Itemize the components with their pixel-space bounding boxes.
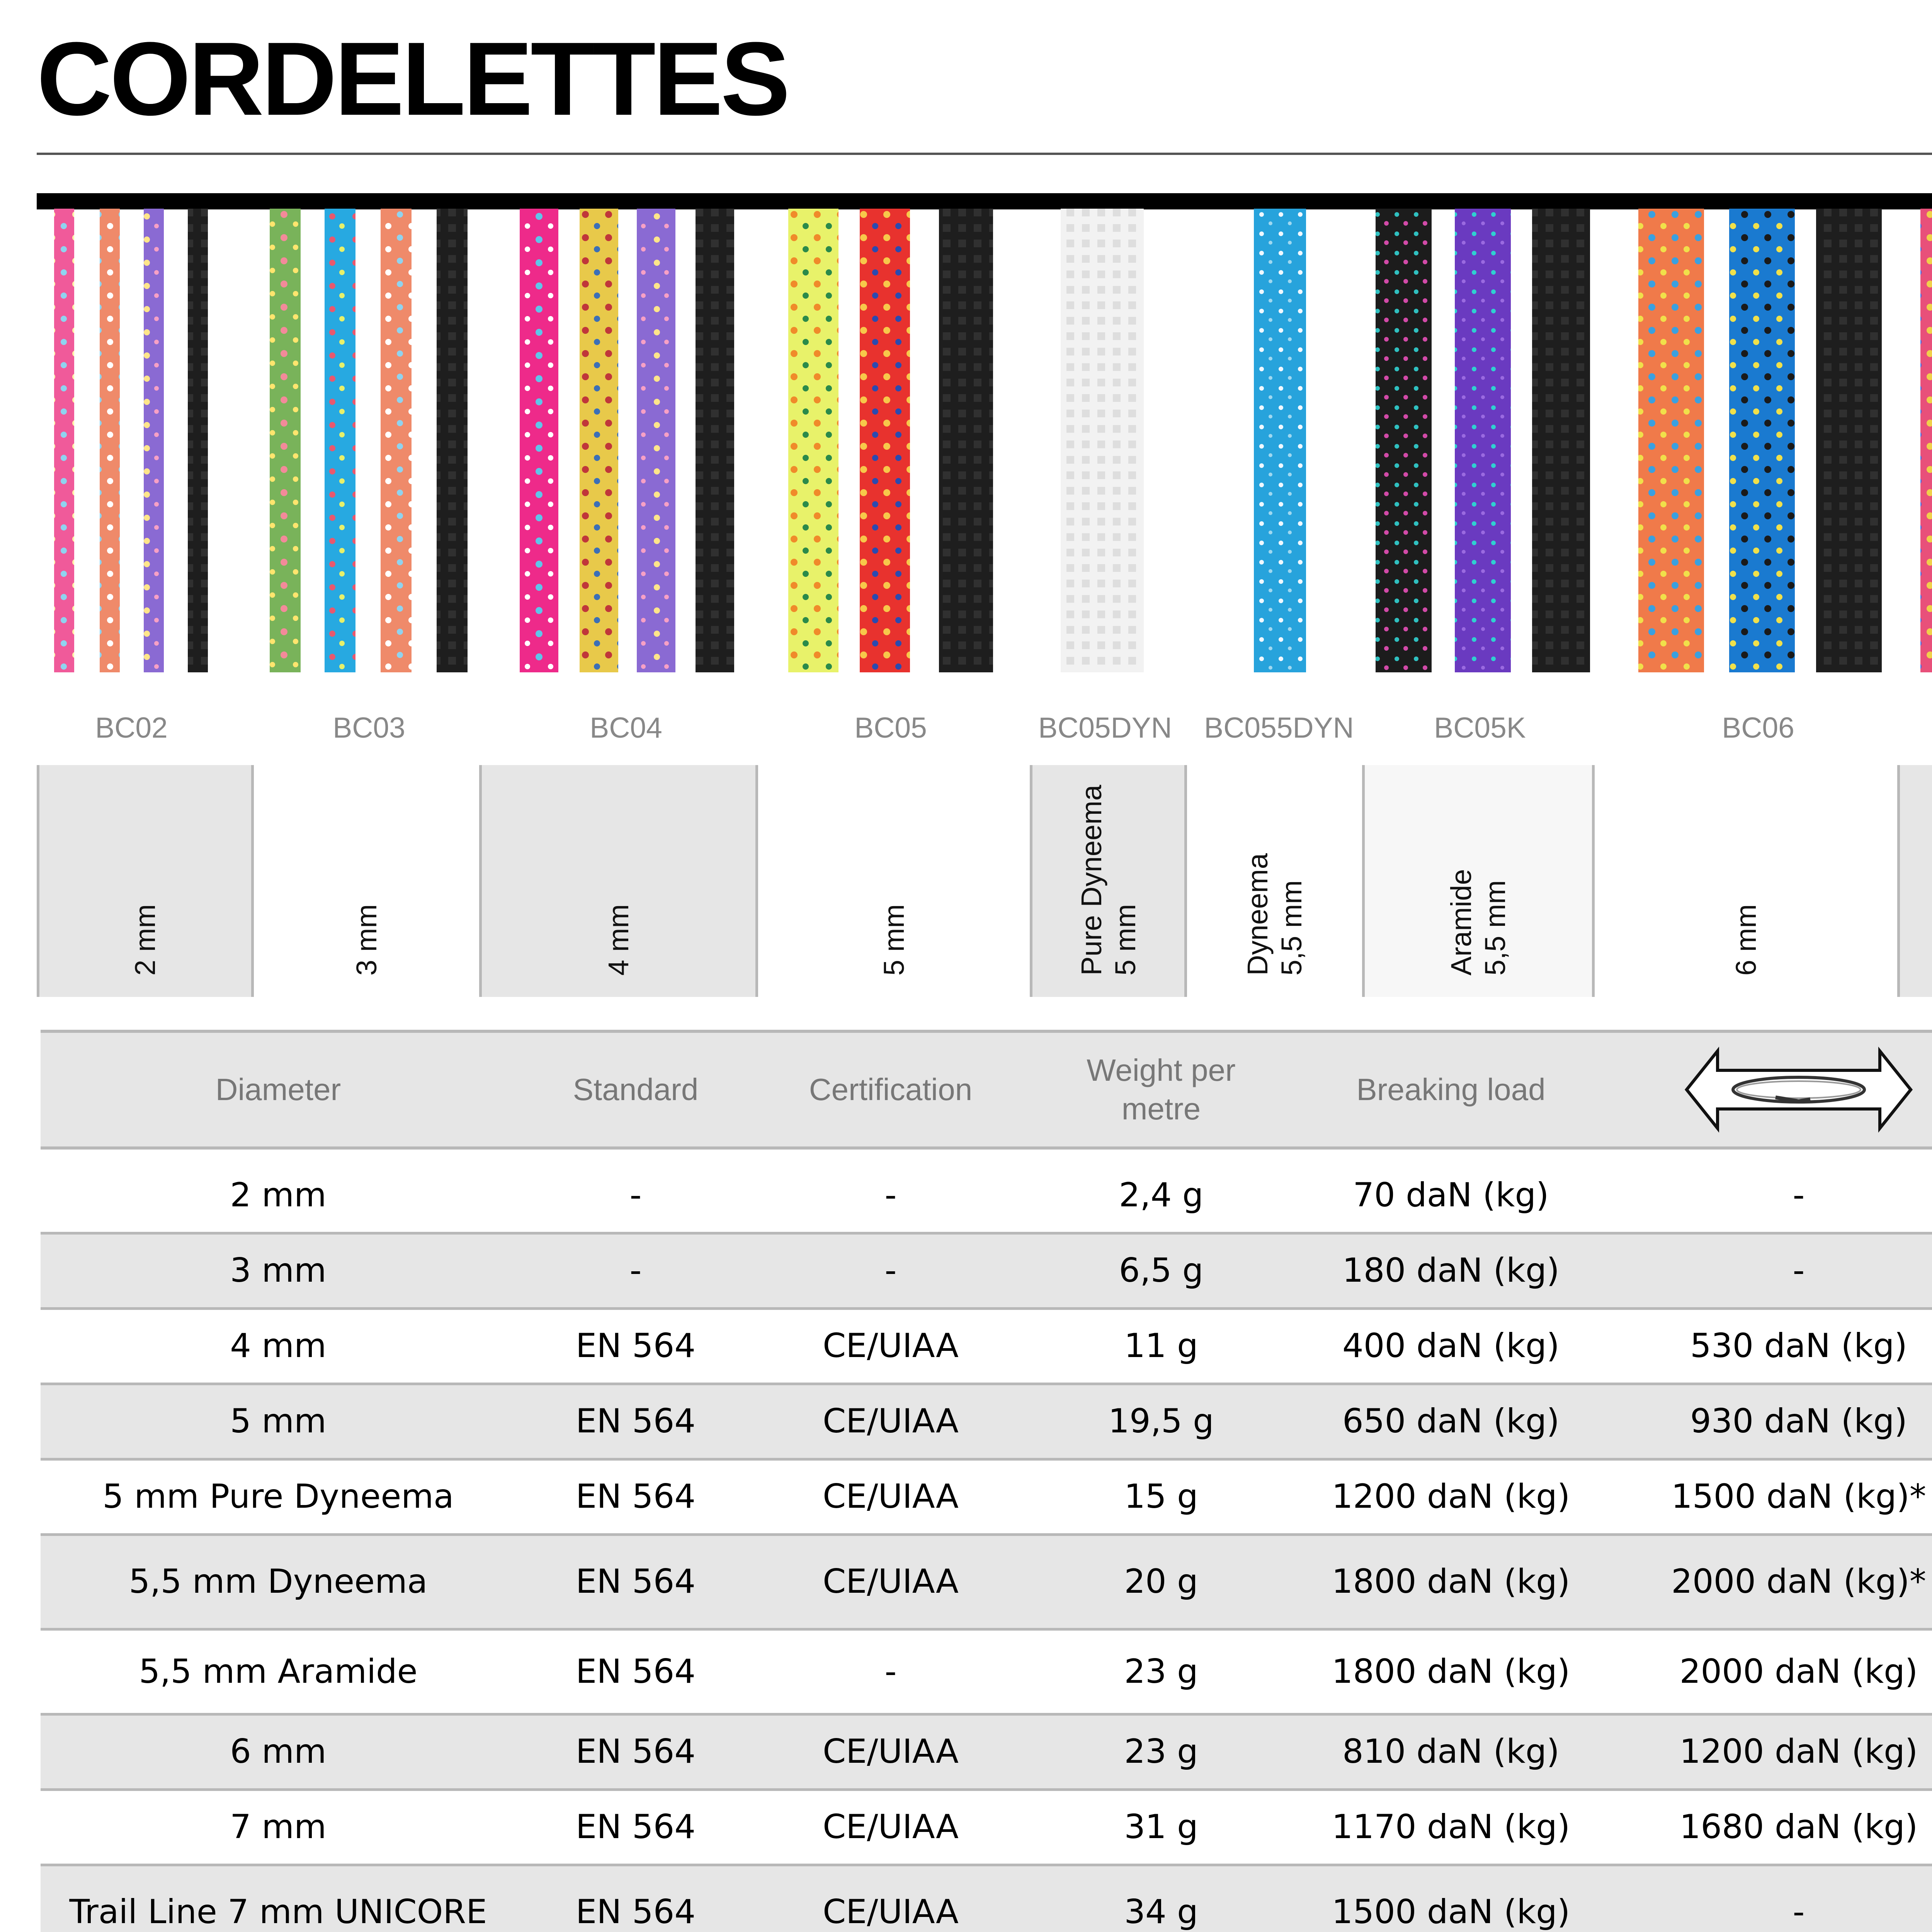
diameter-cell	[479, 765, 755, 997]
cord-swatch	[788, 209, 838, 672]
cord-swatch	[437, 209, 468, 672]
cell-loop: 2000 daN (kg)	[1679, 1652, 1918, 1691]
cell-standard: EN 564	[575, 1327, 696, 1366]
cell-diameter: 4 mm	[230, 1327, 327, 1366]
cell-certification: CE/UIAA	[823, 1808, 959, 1847]
cord-swatch	[1532, 209, 1590, 672]
cell-diameter: 5 mm	[230, 1402, 327, 1441]
cell-standard: EN 564	[575, 1477, 696, 1516]
page-title: CORDELETTES	[37, 21, 788, 137]
cell-certification: -	[884, 1176, 897, 1215]
cell-loop: 930 daN (kg)	[1690, 1402, 1907, 1441]
cell-certification: CE/UIAA	[823, 1477, 959, 1516]
cell-loop: 1680 daN (kg)	[1679, 1808, 1918, 1847]
table-header	[41, 1030, 1932, 1150]
cell-breaking: 70 daN (kg)	[1353, 1176, 1549, 1215]
cell-loop: -	[1793, 1176, 1805, 1215]
cord-swatch	[1816, 209, 1882, 672]
product-code: BC04	[590, 711, 662, 744]
cord-swatch	[100, 209, 120, 672]
table-row	[41, 1235, 1932, 1310]
cord-swatch	[1455, 209, 1511, 672]
diameter-label: 2 mm	[129, 904, 161, 976]
loop-breaking-load-icon	[1605, 1033, 1932, 1146]
cell-weight: 34 g	[1124, 1893, 1198, 1932]
cord-swatch	[54, 209, 74, 672]
cell-weight: 2,4 g	[1119, 1176, 1204, 1215]
cell-diameter: 5,5 mm Dyneema	[129, 1562, 428, 1601]
cell-loop: -	[1793, 1251, 1805, 1290]
table-row	[41, 1866, 1932, 1932]
cell-standard: EN 564	[575, 1562, 696, 1601]
cord-swatch	[1638, 209, 1704, 672]
cell-breaking: 1500 daN (kg)	[1332, 1893, 1570, 1932]
header-standard: Standard	[573, 1072, 699, 1107]
diameter-label: 5,5 mm	[1275, 880, 1308, 976]
diameter-label: 3 mm	[350, 904, 383, 976]
diameter-cell	[755, 765, 1030, 997]
cell-certification: CE/UIAA	[823, 1402, 959, 1441]
cord-swatch	[637, 209, 675, 672]
cell-standard: EN 564	[575, 1732, 696, 1771]
cord-swatch	[325, 209, 355, 672]
diameter-label: 5 mm	[1109, 904, 1141, 976]
cell-weight: 15 g	[1124, 1477, 1198, 1516]
cell-weight: 31 g	[1124, 1808, 1198, 1847]
cell-breaking: 1170 daN (kg)	[1332, 1808, 1570, 1847]
diameter-label: 4 mm	[602, 904, 634, 976]
table-row	[41, 1310, 1932, 1385]
cord-swatch	[860, 209, 910, 672]
product-code: BC05K	[1434, 711, 1526, 744]
cell-certification: CE/UIAA	[823, 1732, 959, 1771]
cell-standard: -	[629, 1176, 642, 1215]
cord-swatch	[270, 209, 301, 672]
table-row	[41, 1716, 1932, 1791]
header-breaking-load: Breaking load	[1356, 1072, 1546, 1107]
cell-certification: CE/UIAA	[823, 1327, 959, 1366]
cell-breaking: 180 daN (kg)	[1342, 1251, 1560, 1290]
cell-diameter: 5,5 mm Aramide	[139, 1652, 418, 1691]
loop-breaking-load-icon	[1683, 1043, 1915, 1136]
cord-swatch	[1920, 209, 1932, 672]
table-row	[41, 1461, 1932, 1536]
cell-loop: -	[1793, 1893, 1805, 1932]
diameter-cell	[1897, 765, 1932, 997]
product-code: BC03	[333, 711, 405, 744]
cell-diameter: 7 mm	[230, 1808, 327, 1847]
cord-swatch	[1254, 209, 1306, 672]
table-row	[41, 1159, 1932, 1235]
cell-weight: 11 g	[1124, 1327, 1198, 1366]
cord-swatch	[188, 209, 208, 672]
product-code: BC05DYN	[1038, 711, 1172, 744]
cell-loop: 1200 daN (kg)	[1679, 1732, 1918, 1771]
header-certification: Certification	[809, 1072, 973, 1107]
cell-breaking: 400 daN (kg)	[1342, 1327, 1560, 1366]
cell-breaking: 650 daN (kg)	[1342, 1402, 1560, 1441]
diameter-label: Dyneema	[1241, 853, 1274, 976]
cell-diameter: Trail Line 7 mm UNICORE	[69, 1893, 487, 1932]
table-row	[41, 1791, 1932, 1866]
diameter-cell	[1030, 765, 1184, 997]
cell-certification: CE/UIAA	[823, 1893, 959, 1932]
diameter-label: Aramide	[1445, 869, 1477, 976]
diameter-label: 5 mm	[878, 904, 910, 976]
cell-breaking: 1200 daN (kg)	[1332, 1477, 1570, 1516]
cell-weight: 6,5 g	[1119, 1251, 1204, 1290]
diameter-label: 5,5 mm	[1479, 880, 1511, 976]
cell-weight: 23 g	[1124, 1652, 1198, 1691]
cell-certification: -	[884, 1652, 897, 1691]
diameter-cell	[37, 765, 251, 997]
product-code: BC06	[1722, 711, 1794, 744]
cell-diameter: 3 mm	[230, 1251, 327, 1290]
table-row	[41, 1385, 1932, 1461]
diameter-label: Pure Dyneema	[1075, 785, 1107, 976]
header-diameter: Diameter	[215, 1072, 341, 1107]
product-code: BC02	[95, 711, 168, 744]
cord-swatch	[144, 209, 164, 672]
cell-weight: 20 g	[1124, 1562, 1198, 1601]
diameter-cell	[251, 765, 479, 997]
cell-standard: EN 564	[575, 1808, 696, 1847]
cord-swatch	[696, 209, 734, 672]
cell-standard: -	[629, 1251, 642, 1290]
cord-swatch	[381, 209, 412, 672]
product-code: BC05	[854, 711, 927, 744]
cell-weight: 23 g	[1124, 1732, 1198, 1771]
cord-swatches-graphic	[0, 209, 1932, 672]
cell-breaking: 1800 daN (kg)	[1332, 1652, 1570, 1691]
diameter-cell	[1362, 765, 1592, 997]
cord-swatch	[939, 209, 993, 672]
cell-weight: 19,5 g	[1108, 1402, 1214, 1441]
cell-diameter: 2 mm	[230, 1176, 327, 1215]
header-weight: Weight per metre	[1087, 1053, 1236, 1126]
title-divider	[37, 153, 1932, 155]
cord-hanger-bar	[37, 193, 1932, 209]
cell-loop: 1500 daN (kg)*	[1671, 1477, 1926, 1516]
cord-swatch	[1376, 209, 1432, 672]
cord-swatch	[580, 209, 618, 672]
cell-loop: 2000 daN (kg)*	[1671, 1562, 1926, 1601]
cell-standard: EN 564	[575, 1893, 696, 1932]
diameter-cell	[1184, 765, 1362, 997]
cell-diameter: 6 mm	[230, 1732, 327, 1771]
cell-certification: -	[884, 1251, 897, 1290]
cord-swatch	[1061, 209, 1144, 672]
cell-breaking: 810 daN (kg)	[1342, 1732, 1560, 1771]
cell-certification: CE/UIAA	[823, 1562, 959, 1601]
cell-standard: EN 564	[575, 1402, 696, 1441]
diameter-cell	[1592, 765, 1897, 997]
cell-standard: EN 564	[575, 1652, 696, 1691]
table-row	[41, 1631, 1932, 1716]
cell-breaking: 1800 daN (kg)	[1332, 1562, 1570, 1601]
cell-diameter: 5 mm Pure Dyneema	[102, 1477, 454, 1516]
cord-swatches	[0, 209, 1932, 672]
cord-swatch	[520, 209, 558, 672]
table-row	[41, 1536, 1932, 1631]
cord-swatch	[1729, 209, 1795, 672]
product-code: BC055DYN	[1204, 711, 1354, 744]
diameter-label: 6 mm	[1730, 904, 1762, 976]
cell-loop: 530 daN (kg)	[1690, 1327, 1907, 1366]
